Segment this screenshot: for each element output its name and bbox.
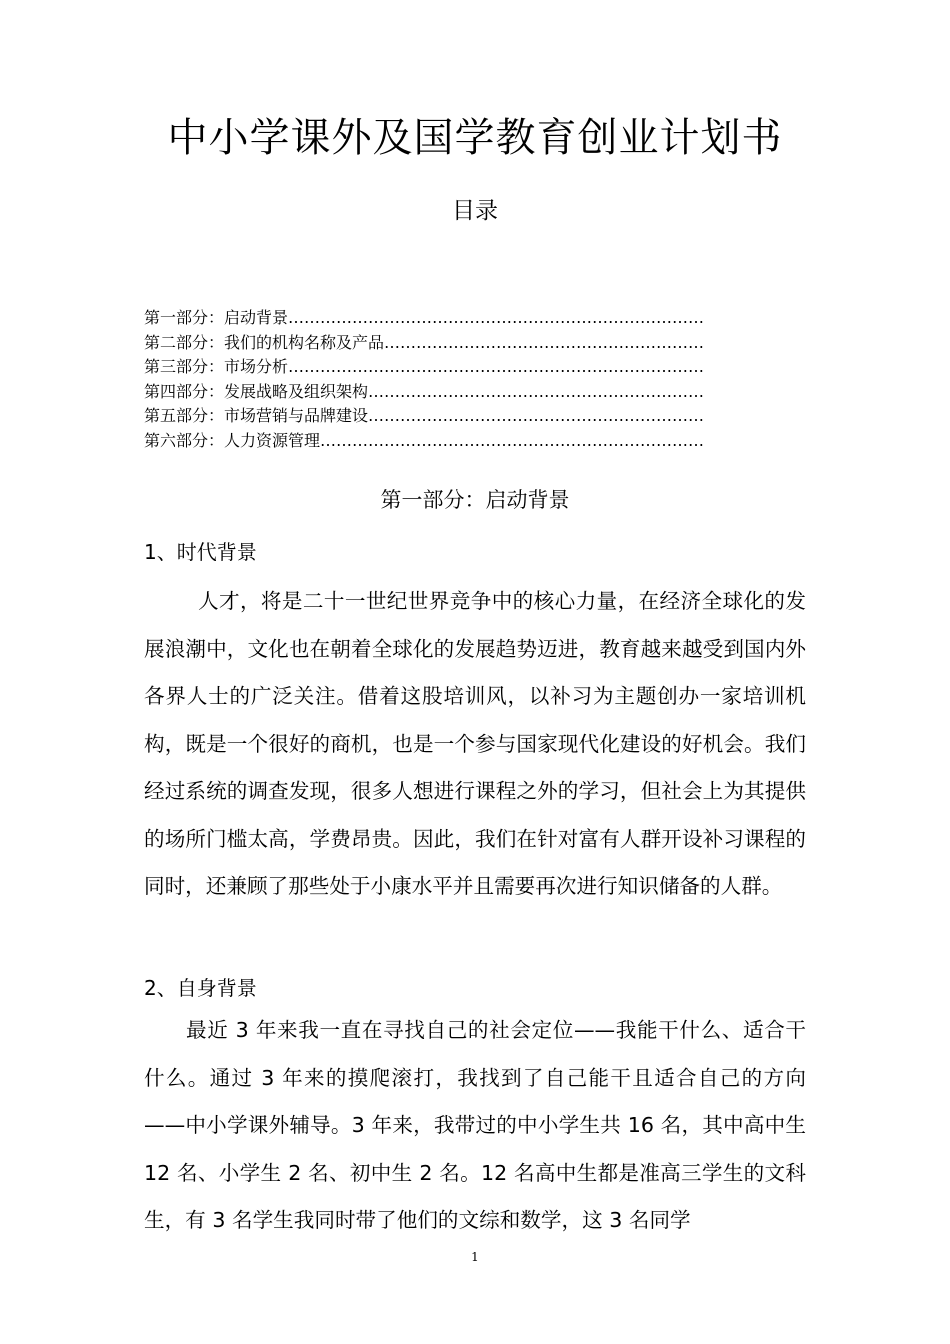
- subsection-heading: 1、时代背景: [144, 540, 257, 564]
- table-of-contents: [144, 306, 824, 453]
- subsection-heading: 2、自身背景: [144, 976, 257, 1000]
- section-heading: 第一部分：启动背景: [380, 488, 570, 512]
- body-paragraph: 最近 3 年来我一直在寻找自己的社会定位——我能干什么、适合干什么。通过 3 年来的摸爬滚打，我找到了自己能干且适合自己的方向——中小学课外辅导。3 年来，我带过的中小学生共 16 名，其中高中生 12 名、小学生 2 名、初中生 2 名。12 名高中生都是准高三学生的文科生，有 3 名学生我同时带了他们的文综和数学，这 3 名同学: [144, 1018, 806, 1232]
- toc-item[interactable]: 第六部分：人力资源管理………………………………………………………………: [144, 430, 705, 450]
- document-title: 中小学课外及国学教育创业计划书: [167, 115, 783, 161]
- toc-item[interactable]: 第二部分：我们的机构名称及产品……………………………………………………: [144, 332, 705, 352]
- toc-heading: 目录: [452, 198, 498, 224]
- toc-item[interactable]: 第五部分：市场营销与品牌建设………………………………………………………: [144, 406, 705, 425]
- toc-item[interactable]: 第一部分：启动背景……………………………………………………………………: [144, 308, 705, 327]
- page-number: 1: [471, 1250, 479, 1264]
- body-paragraph: 人才，将是二十一世纪世界竞争中的核心力量，在经济全球化的发展浪潮中，文化也在朝着全球化的发展趋势迈进，教育越来越受到国内外各界人士的广泛关注。借着这股培训风，以补习为主题创办一家培训机构，既是一个很好的商机，也是一个参与国家现代化建设的好机会。我们经过系统的调查发现，很多人想进行课程之外的学习，但社会上为其提供的场所门槛太高，学费昂贵。因此，我们在针对富有人群开设补习课程的同时，还兼顾了那些处于小康水平并且需要再次进行知识储备的人群。: [144, 589, 806, 898]
- toc-item[interactable]: 第四部分：发展战略及组织架构………………………………………………………: [144, 381, 705, 401]
- toc-item[interactable]: 第三部分：市场分析……………………………………………………………………: [144, 357, 705, 376]
